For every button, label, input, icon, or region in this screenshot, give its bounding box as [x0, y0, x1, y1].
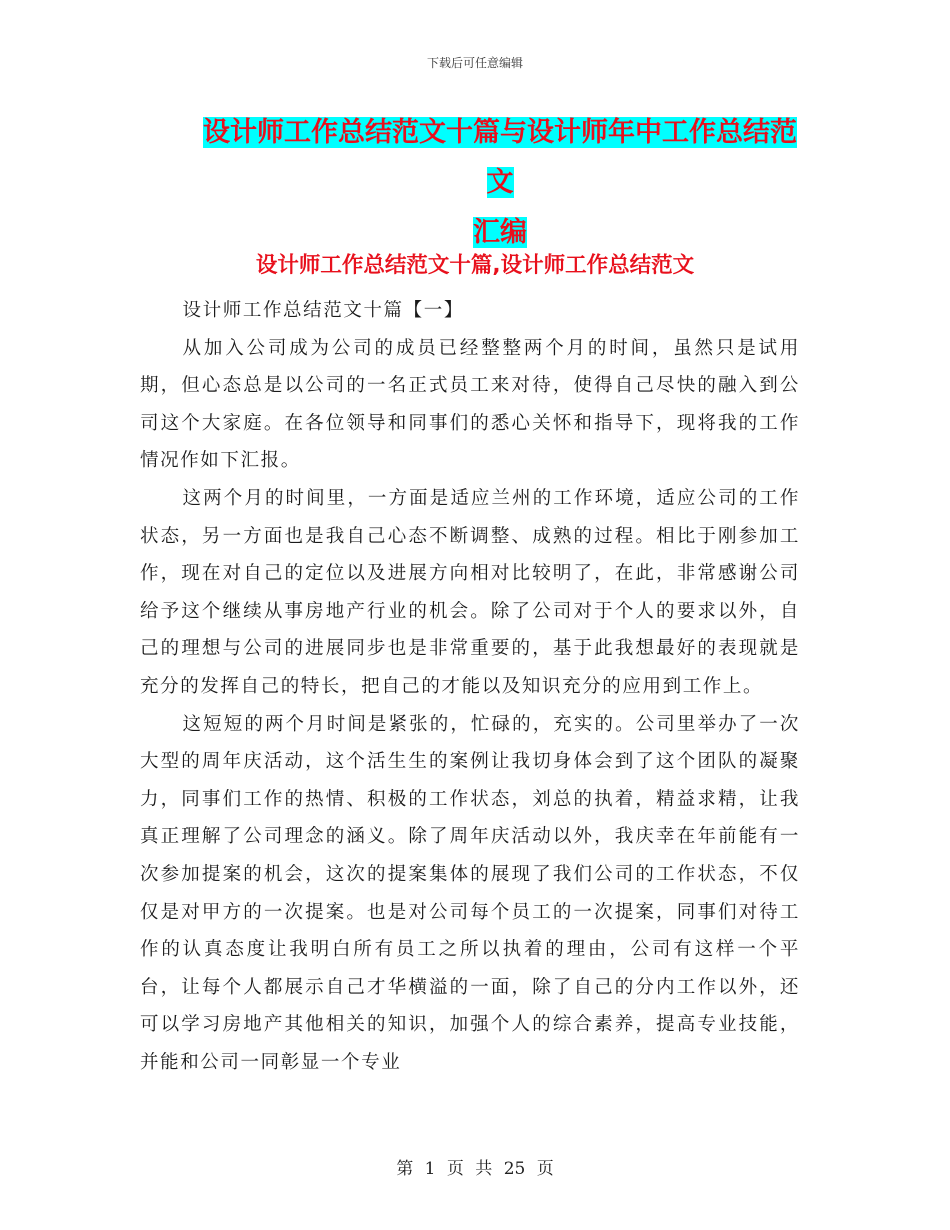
document-body — [140, 292, 800, 1081]
body-paragraph-2: 这两个月的时间里，一方面是适应兰州的工作环境，适应公司的工作状态，另一方面也是我自己心态不断调整、成熟的过程。相比于刚参加工作，现在对自己的定位以及进展方向相对比较明了，在此，非常感谢公司给予这个继续从事房地产行业的机会。除了公司对于个人的要求以外，自己的理想与公司的进展同步也是非常重要的，基于此我想最好的表现就是充分的发挥自己的特长，把自己的才能以及知识充分的应用到工作上。 — [140, 487, 800, 697]
body-paragraph-1: 从加入公司成为公司的成员已经整整两个月的时间，虽然只是试用期，但心态总是以公司的一名正式员工来对待，使得自己尽快的融入到公司这个大家庭。在各位领导和同事们的悉心关怀和指导下，现将我的工作情况作如下汇报。 — [140, 337, 800, 472]
page-header-note: 下载后可任意编辑 — [426, 56, 523, 70]
document-title-line-1: 设计师工作总结范文十篇与设计师年中工作总结范文 — [203, 117, 797, 198]
section-heading: 设计师工作总结范文十篇【一】 — [182, 300, 464, 321]
document-title — [190, 108, 810, 258]
document-title-line-2: 汇编 — [473, 217, 527, 248]
body-paragraph-3: 这短短的两个月时间是紧张的，忙碌的，充实的。公司里举办了一次大型的周年庆活动，这个活生生的案例让我切身体会到了这个团队的凝聚力，同事们工作的热情、积极的工作状态，刘总的执着，精益求精，让我真正理解了公司理念的涵义。除了周年庆活动以外，我庆幸在年前能有一次参加提案的机会，这次的提案集体的展现了我们公司的工作状态，不仅仅是对甲方的一次提案。也是对公司每个员工的一次提案，同事们对待工作的认真态度让我明白所有员工之所以执着的理由，公司有这样一个平台，让每个人都展示自己才华横溢的一面，除了自己的分内工作以外，还可以学习房地产其他相关的知识，加强个人的综合素养，提高专业技能，并能和公司一同彰显一个专业 — [140, 713, 800, 1073]
page-number-footer: 第 1 页 共 25 页 — [396, 1159, 554, 1179]
document-subtitle: 设计师工作总结范文十篇,设计师工作总结范文 — [255, 253, 695, 278]
